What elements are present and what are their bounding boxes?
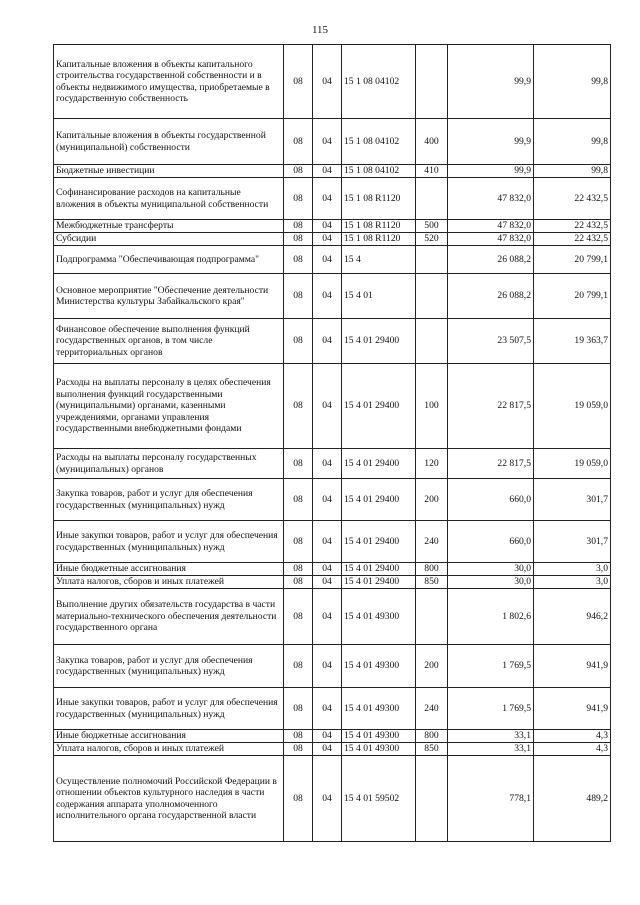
amount-executed: 99,8 [534, 45, 611, 119]
expense-type-code: 850 [416, 743, 448, 756]
subsection-code: 04 [313, 246, 342, 274]
target-article-code: 15 4 01 49300 [342, 730, 416, 743]
row-name: Основное мероприятие "Обеспечение деятельности Министерства культуры Забайкальского края" [54, 274, 284, 319]
row-name: Иные закупки товаров, работ и услуг для обеспечения государственных (муниципальных) нужд [54, 521, 284, 563]
table-row [54, 246, 611, 274]
row-name: Иные бюджетные ассигнования [54, 730, 284, 743]
amount-executed: 20 799,1 [534, 274, 611, 319]
amount-executed: 489,2 [534, 756, 611, 842]
section-code: 08 [284, 756, 313, 842]
expense-type-code: 800 [416, 563, 448, 576]
section-code: 08 [284, 563, 313, 576]
row-name: Закупка товаров, работ и услуг для обеспечения государственных (муниципальных) нужд [54, 645, 284, 688]
amount-planned: 47 832,0 [448, 233, 534, 246]
expense-type-code: 850 [416, 576, 448, 589]
amount-planned: 99,9 [448, 165, 534, 178]
section-code: 08 [284, 743, 313, 756]
target-article-code: 15 4 01 29400 [342, 521, 416, 563]
row-name: Закупка товаров, работ и услуг для обеспечения государственных (муниципальных) нужд [54, 479, 284, 521]
table-row [54, 563, 611, 576]
table-row [54, 45, 611, 119]
amount-executed: 22 432,5 [534, 178, 611, 220]
amount-executed: 3,0 [534, 576, 611, 589]
target-article-code: 15 1 08 04102 [342, 119, 416, 165]
amount-planned: 30,0 [448, 576, 534, 589]
amount-executed: 4,3 [534, 730, 611, 743]
table-row [54, 178, 611, 220]
amount-executed: 946,2 [534, 589, 611, 645]
target-article-code: 15 4 01 29400 [342, 563, 416, 576]
target-article-code: 15 1 08 04102 [342, 45, 416, 119]
amount-executed: 19 363,7 [534, 319, 611, 364]
amount-planned: 99,9 [448, 119, 534, 165]
amount-planned: 22 817,5 [448, 364, 534, 449]
amount-planned: 99,9 [448, 45, 534, 119]
amount-executed: 19 059,0 [534, 364, 611, 449]
table-row [54, 449, 611, 479]
amount-planned: 660,0 [448, 479, 534, 521]
section-code: 08 [284, 479, 313, 521]
section-code: 08 [284, 688, 313, 730]
section-code: 08 [284, 233, 313, 246]
subsection-code: 04 [313, 274, 342, 319]
expense-type-code: 500 [416, 220, 448, 233]
amount-executed: 22 432,5 [534, 233, 611, 246]
expense-type-code [416, 178, 448, 220]
row-name: Бюджетные инвестиции [54, 165, 284, 178]
section-code: 08 [284, 730, 313, 743]
subsection-code: 04 [313, 563, 342, 576]
table-row [54, 119, 611, 165]
expense-type-code [416, 319, 448, 364]
target-article-code: 15 4 01 49300 [342, 589, 416, 645]
amount-planned: 30,0 [448, 563, 534, 576]
section-code: 08 [284, 178, 313, 220]
page-number: 115 [311, 24, 329, 36]
target-article-code: 15 4 01 29400 [342, 319, 416, 364]
amount-planned: 33,1 [448, 730, 534, 743]
target-article-code: 15 1 08 R1120 [342, 220, 416, 233]
expense-type-code: 400 [416, 119, 448, 165]
table-row [54, 364, 611, 449]
row-name: Иные закупки товаров, работ и услуг для обеспечения государственных (муниципальных) нужд [54, 688, 284, 730]
row-name: Выполнение других обязательств государства в части материально-технического обеспечения деятельности государственного органа [54, 589, 284, 645]
expense-type-code: 800 [416, 730, 448, 743]
budget-table-body [54, 45, 611, 842]
table-row [54, 576, 611, 589]
target-article-code: 15 4 01 59502 [342, 756, 416, 842]
section-code: 08 [284, 119, 313, 165]
table-row [54, 220, 611, 233]
subsection-code: 04 [313, 730, 342, 743]
expense-type-code [416, 756, 448, 842]
table-row [54, 688, 611, 730]
row-name: Подпрограмма "Обеспечивающая подпрограмма" [54, 246, 284, 274]
amount-planned: 778,1 [448, 756, 534, 842]
section-code: 08 [284, 274, 313, 319]
amount-planned: 660,0 [448, 521, 534, 563]
subsection-code: 04 [313, 220, 342, 233]
amount-planned: 33,1 [448, 743, 534, 756]
subsection-code: 04 [313, 165, 342, 178]
table-row [54, 589, 611, 645]
subsection-code: 04 [313, 688, 342, 730]
subsection-code: 04 [313, 479, 342, 521]
row-name: Софинансирование расходов на капитальные вложения в объекты муниципальной собственности [54, 178, 284, 220]
row-name: Капитальные вложения в объекты капитального строительства государственной собственности и в объекты недвижимого имущества, приобретаемые в государственную собственность [54, 45, 284, 119]
section-code: 08 [284, 319, 313, 364]
amount-executed: 941,9 [534, 645, 611, 688]
subsection-code: 04 [313, 45, 342, 119]
subsection-code: 04 [313, 319, 342, 364]
row-name: Субсидии [54, 233, 284, 246]
target-article-code: 15 1 08 04102 [342, 165, 416, 178]
row-name: Расходы на выплаты персоналу государственных (муниципальных) органов [54, 449, 284, 479]
row-name: Иные бюджетные ассигнования [54, 563, 284, 576]
table-row [54, 165, 611, 178]
expense-type-code: 240 [416, 688, 448, 730]
target-article-code: 15 4 [342, 246, 416, 274]
budget-table [53, 44, 611, 842]
amount-executed: 19 059,0 [534, 449, 611, 479]
amount-executed: 99,8 [534, 165, 611, 178]
target-article-code: 15 4 01 29400 [342, 479, 416, 521]
row-name: Уплата налогов, сборов и иных платежей [54, 743, 284, 756]
amount-planned: 26 088,2 [448, 274, 534, 319]
subsection-code: 04 [313, 576, 342, 589]
row-name: Уплата налогов, сборов и иных платежей [54, 576, 284, 589]
row-name: Капитальные вложения в объекты государственной (муниципальной) собственности [54, 119, 284, 165]
expense-type-code [416, 246, 448, 274]
amount-executed: 99,8 [534, 119, 611, 165]
target-article-code: 15 4 01 49300 [342, 688, 416, 730]
table-row [54, 319, 611, 364]
subsection-code: 04 [313, 756, 342, 842]
row-name: Расходы на выплаты персоналу в целях обеспечения выполнения функций государственными (муниципальными) органами, казенными учреждениями, органами управления государственными внебюджетными фондами [54, 364, 284, 449]
subsection-code: 04 [313, 233, 342, 246]
expense-type-code: 200 [416, 645, 448, 688]
amount-planned: 23 507,5 [448, 319, 534, 364]
subsection-code: 04 [313, 449, 342, 479]
table-row [54, 233, 611, 246]
subsection-code: 04 [313, 589, 342, 645]
amount-executed: 22 432,5 [534, 220, 611, 233]
table-row [54, 756, 611, 842]
target-article-code: 15 4 01 29400 [342, 364, 416, 449]
section-code: 08 [284, 645, 313, 688]
table-row [54, 274, 611, 319]
expense-type-code: 240 [416, 521, 448, 563]
table-row [54, 730, 611, 743]
amount-executed: 301,7 [534, 521, 611, 563]
target-article-code: 15 4 01 29400 [342, 449, 416, 479]
subsection-code: 04 [313, 178, 342, 220]
amount-planned: 47 832,0 [448, 178, 534, 220]
section-code: 08 [284, 364, 313, 449]
subsection-code: 04 [313, 743, 342, 756]
section-code: 08 [284, 45, 313, 119]
section-code: 08 [284, 220, 313, 233]
subsection-code: 04 [313, 364, 342, 449]
table-row [54, 521, 611, 563]
expense-type-code: 410 [416, 165, 448, 178]
amount-executed: 20 799,1 [534, 246, 611, 274]
amount-planned: 22 817,5 [448, 449, 534, 479]
table-row [54, 743, 611, 756]
row-name: Осуществление полномочий Российской Федерации в отношении объектов культурного наследия в части содержания аппарата уполномоченного исполнительного органа государственной власти [54, 756, 284, 842]
subsection-code: 04 [313, 645, 342, 688]
amount-executed: 301,7 [534, 479, 611, 521]
expense-type-code [416, 589, 448, 645]
target-article-code: 15 1 08 R1120 [342, 233, 416, 246]
amount-planned: 1 769,5 [448, 688, 534, 730]
expense-type-code [416, 45, 448, 119]
amount-executed: 941,9 [534, 688, 611, 730]
section-code: 08 [284, 165, 313, 178]
section-code: 08 [284, 521, 313, 563]
table-row [54, 479, 611, 521]
expense-type-code [416, 274, 448, 319]
expense-type-code: 120 [416, 449, 448, 479]
section-code: 08 [284, 589, 313, 645]
amount-executed: 3,0 [534, 563, 611, 576]
row-name: Межбюджетные трансферты [54, 220, 284, 233]
expense-type-code: 520 [416, 233, 448, 246]
row-name: Финансовое обеспечение выполнения функций государственных органов, в том числе территориальных органов [54, 319, 284, 364]
amount-planned: 26 088,2 [448, 246, 534, 274]
section-code: 08 [284, 246, 313, 274]
target-article-code: 15 4 01 29400 [342, 576, 416, 589]
expense-type-code: 200 [416, 479, 448, 521]
subsection-code: 04 [313, 119, 342, 165]
target-article-code: 15 4 01 [342, 274, 416, 319]
expense-type-code: 100 [416, 364, 448, 449]
amount-planned: 1 802,6 [448, 589, 534, 645]
amount-planned: 47 832,0 [448, 220, 534, 233]
target-article-code: 15 4 01 49300 [342, 743, 416, 756]
section-code: 08 [284, 576, 313, 589]
section-code: 08 [284, 449, 313, 479]
target-article-code: 15 4 01 49300 [342, 645, 416, 688]
target-article-code: 15 1 08 R1120 [342, 178, 416, 220]
amount-planned: 1 769,5 [448, 645, 534, 688]
amount-executed: 4,3 [534, 743, 611, 756]
table-row [54, 645, 611, 688]
subsection-code: 04 [313, 521, 342, 563]
